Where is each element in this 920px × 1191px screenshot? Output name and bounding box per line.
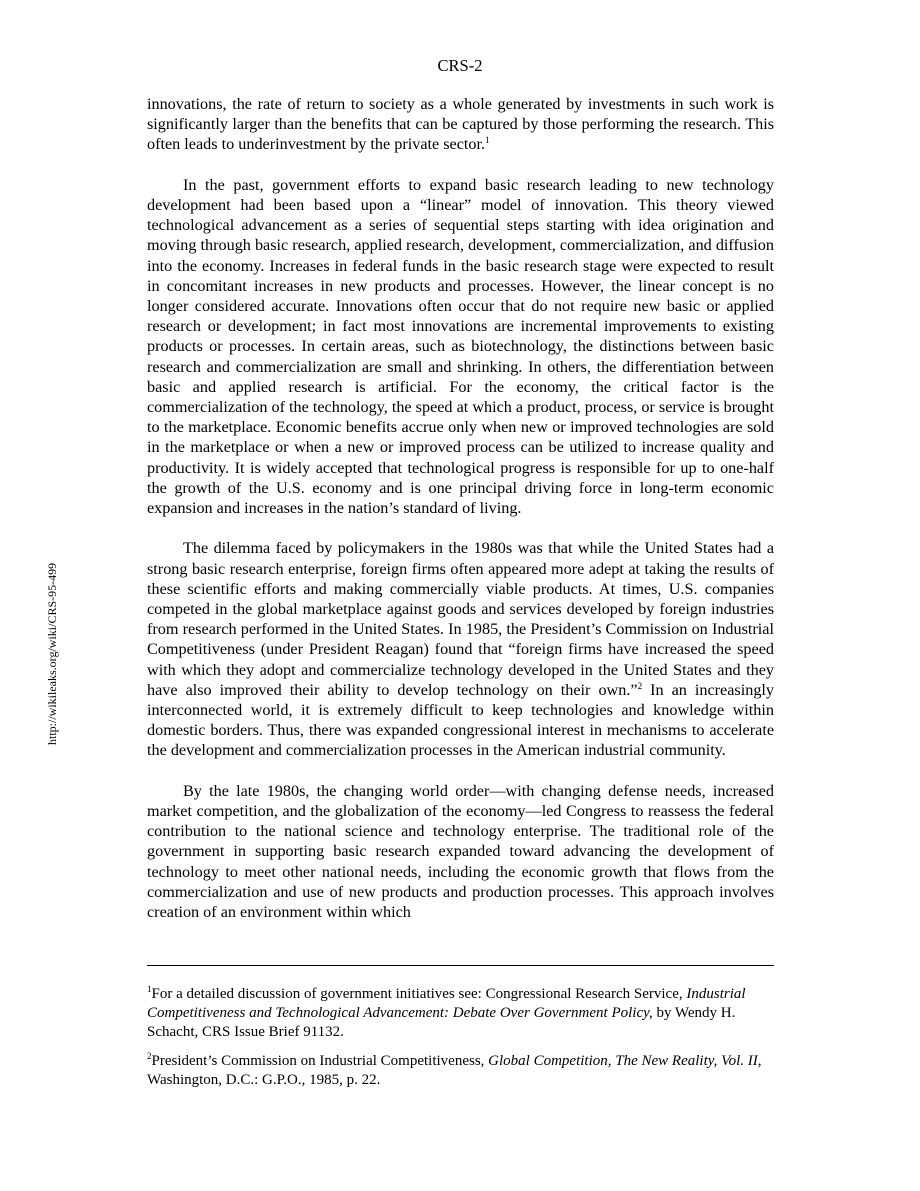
footnote-2-mark: 2 (147, 1051, 152, 1061)
footnote-2-text-b: Washington, D.C.: G.P.O., 1985, p. 22. (147, 1072, 381, 1088)
footnote-1 (147, 985, 774, 1042)
footnote-2 (147, 1052, 774, 1090)
footnote-1-text-b: by Wendy H. Schacht, CRS Issue Brief 91132. (147, 1005, 736, 1040)
paragraph-1-text: innovations, the rate of return to society as a whole generated by investments in such work is significantly larger than the benefits that can be captured by those performing the research. This often leads to underinvestment by the private sector. (147, 95, 774, 154)
paragraph-1 (147, 94, 774, 155)
paragraph-3-text-b: In an increasingly interconnected world, it is extremely difficult to keep technologies and knowledge within domestic borders. Thus, there was expanded congressional interest in mechanisms to accelerate the development and commercialization processes in the American industrial community. (147, 680, 774, 760)
footnote-2-title: Global Competition, The New Reality, Vol. II, (488, 1053, 762, 1069)
footnote-2-text-a: President’s Commission on Industrial Competitiveness, (151, 1053, 489, 1069)
footnote-ref-2: 2 (637, 680, 643, 691)
paragraph-2: In the past, government efforts to expand basic research leading to new technology development had been based upon a “linear” model of innovation. This theory viewed technological advancement as a series of sequential steps starting with idea origination and moving through basic research, applied research, development, commercialization, and diffusion into the economy. Increases in federal funds in the basic research stage were expected to result in concomitant increases in new products and processes. However, the linear concept is no longer considered accurate. Innovations often occur that do not require new basic or applied research or development; in fact most innovations are incremental improvements to existing products or processes. In certain areas, such as biotechnology, the distinctions between basic research and commercialization are small and shrinking. In others, the differentiation between basic and applied research is artificial. For the economy, the critical factor is the commercialization of the technology, the speed at which a product, process, or service is brought to the marketplace. Economic benefits accrue only when new or improved technologies are sold in the marketplace or when a new or improved process can be utilized to increase quality and productivity. It is widely accepted that technological progress is responsible for up to one-half the growth of the U.S. economy and is one principal driving force in long-term economic expansion and increases in the nation’s standard of living. (147, 175, 774, 518)
footnote-ref-1: 1 (485, 135, 490, 146)
footnote-1-title: Industrial Competitiveness and Technological Advancement: Debate Over Government Policy, (147, 986, 746, 1021)
paragraph-3-text-a: The dilemma faced by policymakers in the 1980s was that while the United States had a strong basic research enterprise, foreign firms often appeared more adept at taking the results of these scientific efforts and making commercially viable products. At times, U.S. companies competed in the global marketplace against goods and services developed by foreign industries from research performed in the United States. In 1985, the President’s Commission on Industrial Competitiveness (under President Reagan) found that “foreign firms have increased the speed with which they adopt and commercialize technology developed in the United States and they have also improved their ability to develop technology on their own.” (147, 539, 774, 699)
paragraph-4: By the late 1980s, the changing world order—with changing defense needs, increased market competition, and the globalization of the economy—led Congress to reassess the federal contribution to the national science and technology enterprise. The traditional role of the government in supporting basic research expanded toward advancing the development of technology to meet other national needs, including the economic growth that flows from the commercialization and use of new products and production processes. This approach involves creation of an environment within which (147, 781, 774, 922)
paragraph-3 (147, 538, 774, 760)
main-body-text (147, 94, 774, 922)
footnote-1-mark: 1 (147, 984, 152, 994)
footnote-1-text-a: For a detailed discussion of government initiatives see: Congressional Research Service, (151, 986, 687, 1002)
side-url-watermark: http://wikileaks.org/wiki/CRS-95-499 (45, 562, 59, 745)
footnote-divider (147, 965, 774, 966)
footnotes (147, 985, 774, 1100)
page-header: CRS-2 (437, 56, 483, 75)
